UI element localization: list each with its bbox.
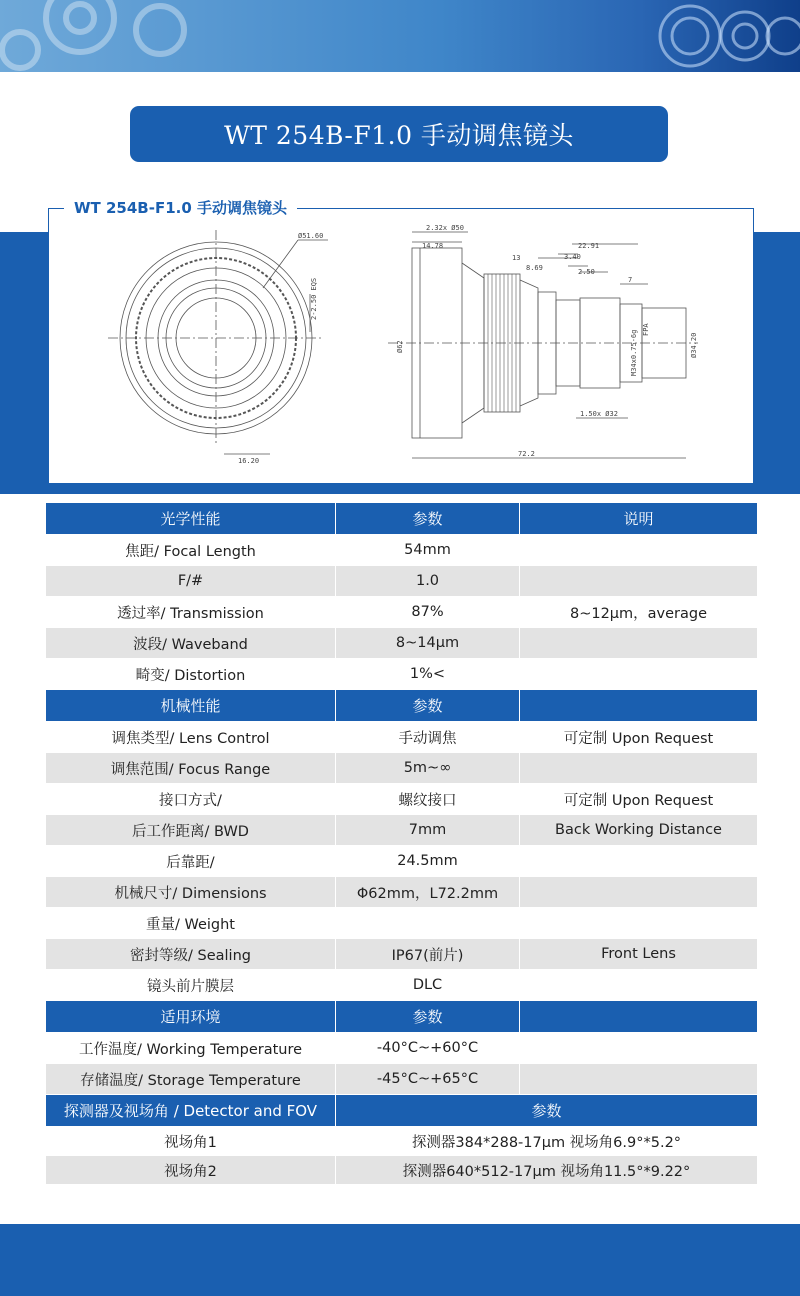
row-value: 5m~∞ (336, 753, 520, 784)
row-label: 机械尺寸/ Dimensions (46, 877, 336, 908)
row-note (520, 628, 758, 659)
row-value: 探测器384*288-17μm 视场角6.9°*5.2° (336, 1127, 758, 1156)
row-value: 7mm (336, 815, 520, 846)
dim-side-3: 13 (512, 254, 521, 262)
table-row (46, 939, 758, 970)
row-label: 存储温度/ Storage Temperature (46, 1064, 336, 1095)
gear-decoration-icon (0, 0, 800, 72)
row-label: 调焦类型/ Lens Control (46, 722, 336, 753)
table-row (46, 659, 758, 690)
row-label: 焦距/ Focal Length (46, 535, 336, 566)
row-value: 探测器640*512-17μm 视场角11.5°*9.22° (336, 1156, 758, 1185)
dim-side-2: 14.78 (422, 242, 444, 250)
row-label: 视场角1 (46, 1127, 336, 1156)
dim-side-10: M34x0.75-6g (630, 329, 638, 376)
header-cell: 参数 (336, 1095, 758, 1127)
mechanical-header-row (46, 690, 758, 722)
table-row (46, 628, 758, 659)
row-note (520, 566, 758, 597)
row-note: 可定制 Upon Request (520, 722, 758, 753)
dim-side-4: 8.69 (526, 264, 543, 272)
row-label: 后工作距离/ BWD (46, 815, 336, 846)
row-value: DLC (336, 970, 520, 1001)
row-value: Φ62mm，L72.2mm (336, 877, 520, 908)
header-cell: 机械性能 (46, 690, 336, 722)
header-cell: 参数 (336, 690, 520, 722)
row-note (520, 659, 758, 690)
row-note: 可定制 Upon Request (520, 784, 758, 815)
row-value: 8~14μm (336, 628, 520, 659)
dim-front-eqs: 2-2.50 EQS (310, 277, 318, 320)
dim-side-11: Ø34.20 (690, 332, 698, 358)
row-label: F/# (46, 566, 336, 597)
row-value: IP67(前片) (336, 939, 520, 970)
environment-header-row (46, 1001, 758, 1033)
row-value: 24.5mm (336, 846, 520, 877)
row-label: 镜头前片膜层 (46, 970, 336, 1001)
row-note (520, 753, 758, 784)
dim-side-5: 22.91 (578, 242, 600, 250)
row-label: 透过率/ Transmission (46, 597, 336, 628)
row-value: 1.0 (336, 566, 520, 597)
header-cell: 探测器及视场角 / Detector and FOV (46, 1095, 336, 1127)
row-note: Front Lens (520, 939, 758, 970)
dim-front-width: 16.20 (238, 457, 260, 465)
row-label: 后靠距/ (46, 846, 336, 877)
header-cell: 参数 (336, 503, 520, 535)
table-row (46, 753, 758, 784)
row-note (520, 970, 758, 1001)
row-note (520, 908, 758, 939)
table-row (46, 1127, 758, 1156)
lens-technical-drawing (48, 208, 752, 482)
table-row (46, 1033, 758, 1064)
footer-band (0, 1224, 800, 1296)
row-value: 手动调焦 (336, 722, 520, 753)
dim-side-1: 2.32x Ø50 (426, 224, 464, 232)
row-value: 54mm (336, 535, 520, 566)
row-value: -40°C~+60°C (336, 1033, 520, 1064)
row-note (520, 1064, 758, 1095)
row-note (520, 1033, 758, 1064)
dim-side-8: 7 (628, 276, 633, 284)
row-label: 密封等级/ Sealing (46, 939, 336, 970)
table-row (46, 597, 758, 628)
header-cell: 光学性能 (46, 503, 336, 535)
row-value: -45°C~+65°C (336, 1064, 520, 1095)
header-cell: 适用环境 (46, 1001, 336, 1033)
row-note: 8~12μm，average (520, 597, 758, 628)
table-row (46, 1156, 758, 1185)
header-cell (520, 1001, 758, 1033)
table-row (46, 846, 758, 877)
table-row (46, 815, 758, 846)
table-row (46, 877, 758, 908)
row-label: 波段/ Waveband (46, 628, 336, 659)
row-label: 重量/ Weight (46, 908, 336, 939)
drawing-card-title: WT 254B-F1.0 手动调焦镜头 (64, 197, 297, 218)
table-row (46, 566, 758, 597)
row-value: 螺纹接口 (336, 784, 520, 815)
page-title: WT 254B-F1.0 手动调焦镜头 (130, 106, 668, 162)
row-value: 1%< (336, 659, 520, 690)
row-value: 87% (336, 597, 520, 628)
fov-header-row (46, 1095, 758, 1127)
header-cell: 参数 (336, 1001, 520, 1033)
header-cell: 说明 (520, 503, 758, 535)
dim-side-13: 1.50x Ø32 (580, 410, 618, 418)
spec-table (45, 502, 758, 1185)
row-note (520, 846, 758, 877)
front-view (108, 230, 328, 454)
dim-side-7: 2.50 (578, 268, 595, 276)
table-row (46, 784, 758, 815)
table-row (46, 1064, 758, 1095)
dim-side-14: 72.2 (518, 450, 535, 458)
row-value (336, 908, 520, 939)
table-row (46, 970, 758, 1001)
row-label: 接口方式/ (46, 784, 336, 815)
dim-side-6: 3.40 (564, 253, 581, 261)
table-row (46, 722, 758, 753)
row-label: 调焦范围/ Focus Range (46, 753, 336, 784)
side-view (388, 232, 698, 458)
row-label: 畸变/ Distortion (46, 659, 336, 690)
table-row (46, 908, 758, 939)
dim-side-12: FPA (642, 323, 650, 336)
row-note (520, 877, 758, 908)
row-note (520, 535, 758, 566)
dim-front-diameter: Ø51.60 (298, 232, 324, 240)
dim-side-9: Ø62 (396, 340, 404, 353)
row-label: 视场角2 (46, 1156, 336, 1185)
optical-header-row (46, 503, 758, 535)
table-row (46, 535, 758, 566)
row-label: 工作温度/ Working Temperature (46, 1033, 336, 1064)
header-cell (520, 690, 758, 722)
row-note: Back Working Distance (520, 815, 758, 846)
top-banner (0, 0, 800, 72)
